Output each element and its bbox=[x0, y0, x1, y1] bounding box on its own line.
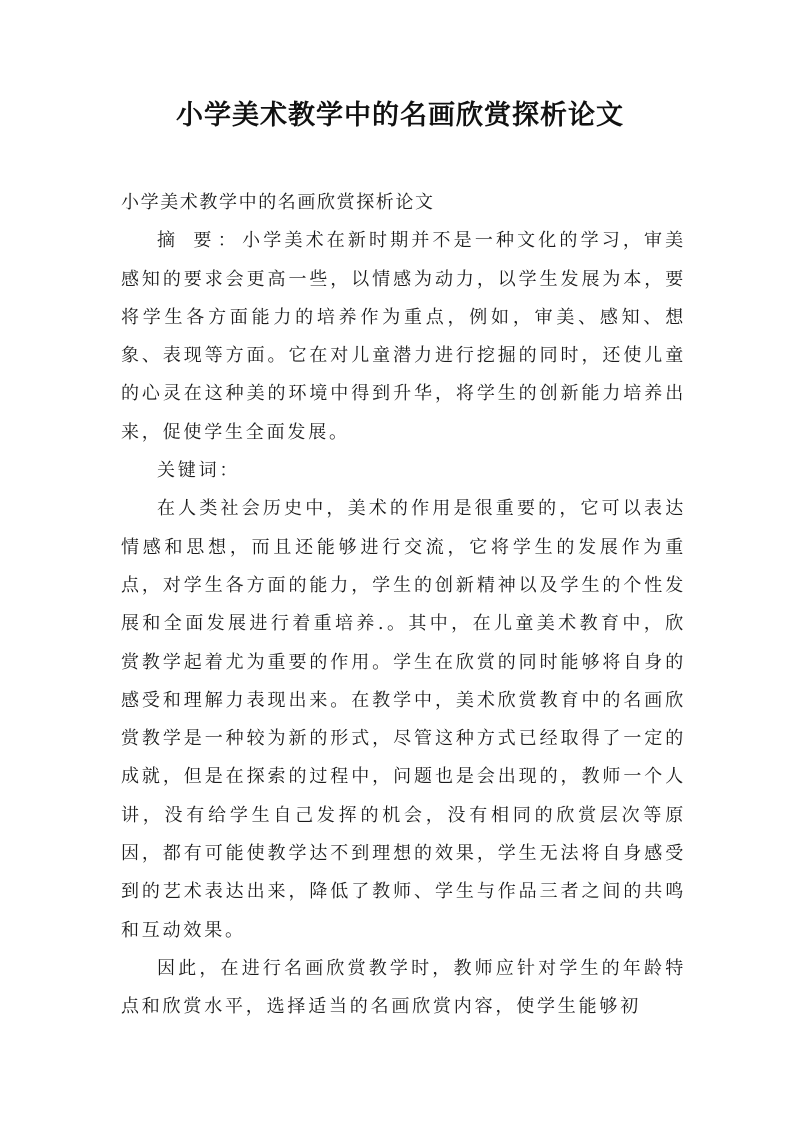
abstract-text: 小学美术在新时期并不是一种文化的学习，审美感知的要求会更高一些，以情感为动力，以学生发展为本，要将学生各方面能力的培养作为重点，例如，审美、感知、想象、表现等方面。它在对儿童潜力进行挖掘的同时，还使儿童的心灵在这种美的环境中得到升华，将学生的创新能力培养出来，促使学生全面发展。 bbox=[121, 230, 686, 443]
abstract-label: 摘 要： bbox=[157, 230, 243, 252]
document-title: 小学美术教学中的名画欣赏探析论文 bbox=[176, 100, 624, 131]
keywords-label: 关键词： bbox=[157, 460, 241, 482]
document-body bbox=[121, 184, 686, 1027]
body-paragraph-1: 在人类社会历史中，美术的作用是很重要的，它可以表达情感和思想，而且还能够进行交流，它将学生的发展作为重点，对学生各方面的能力，学生的创新精神以及学生的个性发展和全面发展进行着重培养.。其中，在儿童美术教育中，欣赏教学起着尤为重要的作用。学生在欣赏的同时能够将自身的感受和理解力表现出来。在教学中，美术欣赏教育中的名画欣赏教学是一种较为新的形式，尽管这种方式已经取得了一定的成就，但是在探索的过程中，问题也是会出现的，教师一个人讲，没有给学生自己发挥的机会，没有相同的欣赏层次等原因，都有可能使教学达不到理想的效果，学生无法将自身感受到的艺术表达出来，降低了教师、学生与作品三者之间的共鸣和互动效果。 bbox=[121, 498, 686, 941]
body-paragraph-2: 因此，在进行名画欣赏教学时，教师应针对学生的年龄特点和欣赏水平，选择适当的名画欣赏内容，使学生能够初 bbox=[121, 957, 686, 1018]
document-subtitle: 小学美术教学中的名画欣赏探析论文 bbox=[121, 192, 435, 213]
abstract-paragraph bbox=[121, 222, 686, 452]
